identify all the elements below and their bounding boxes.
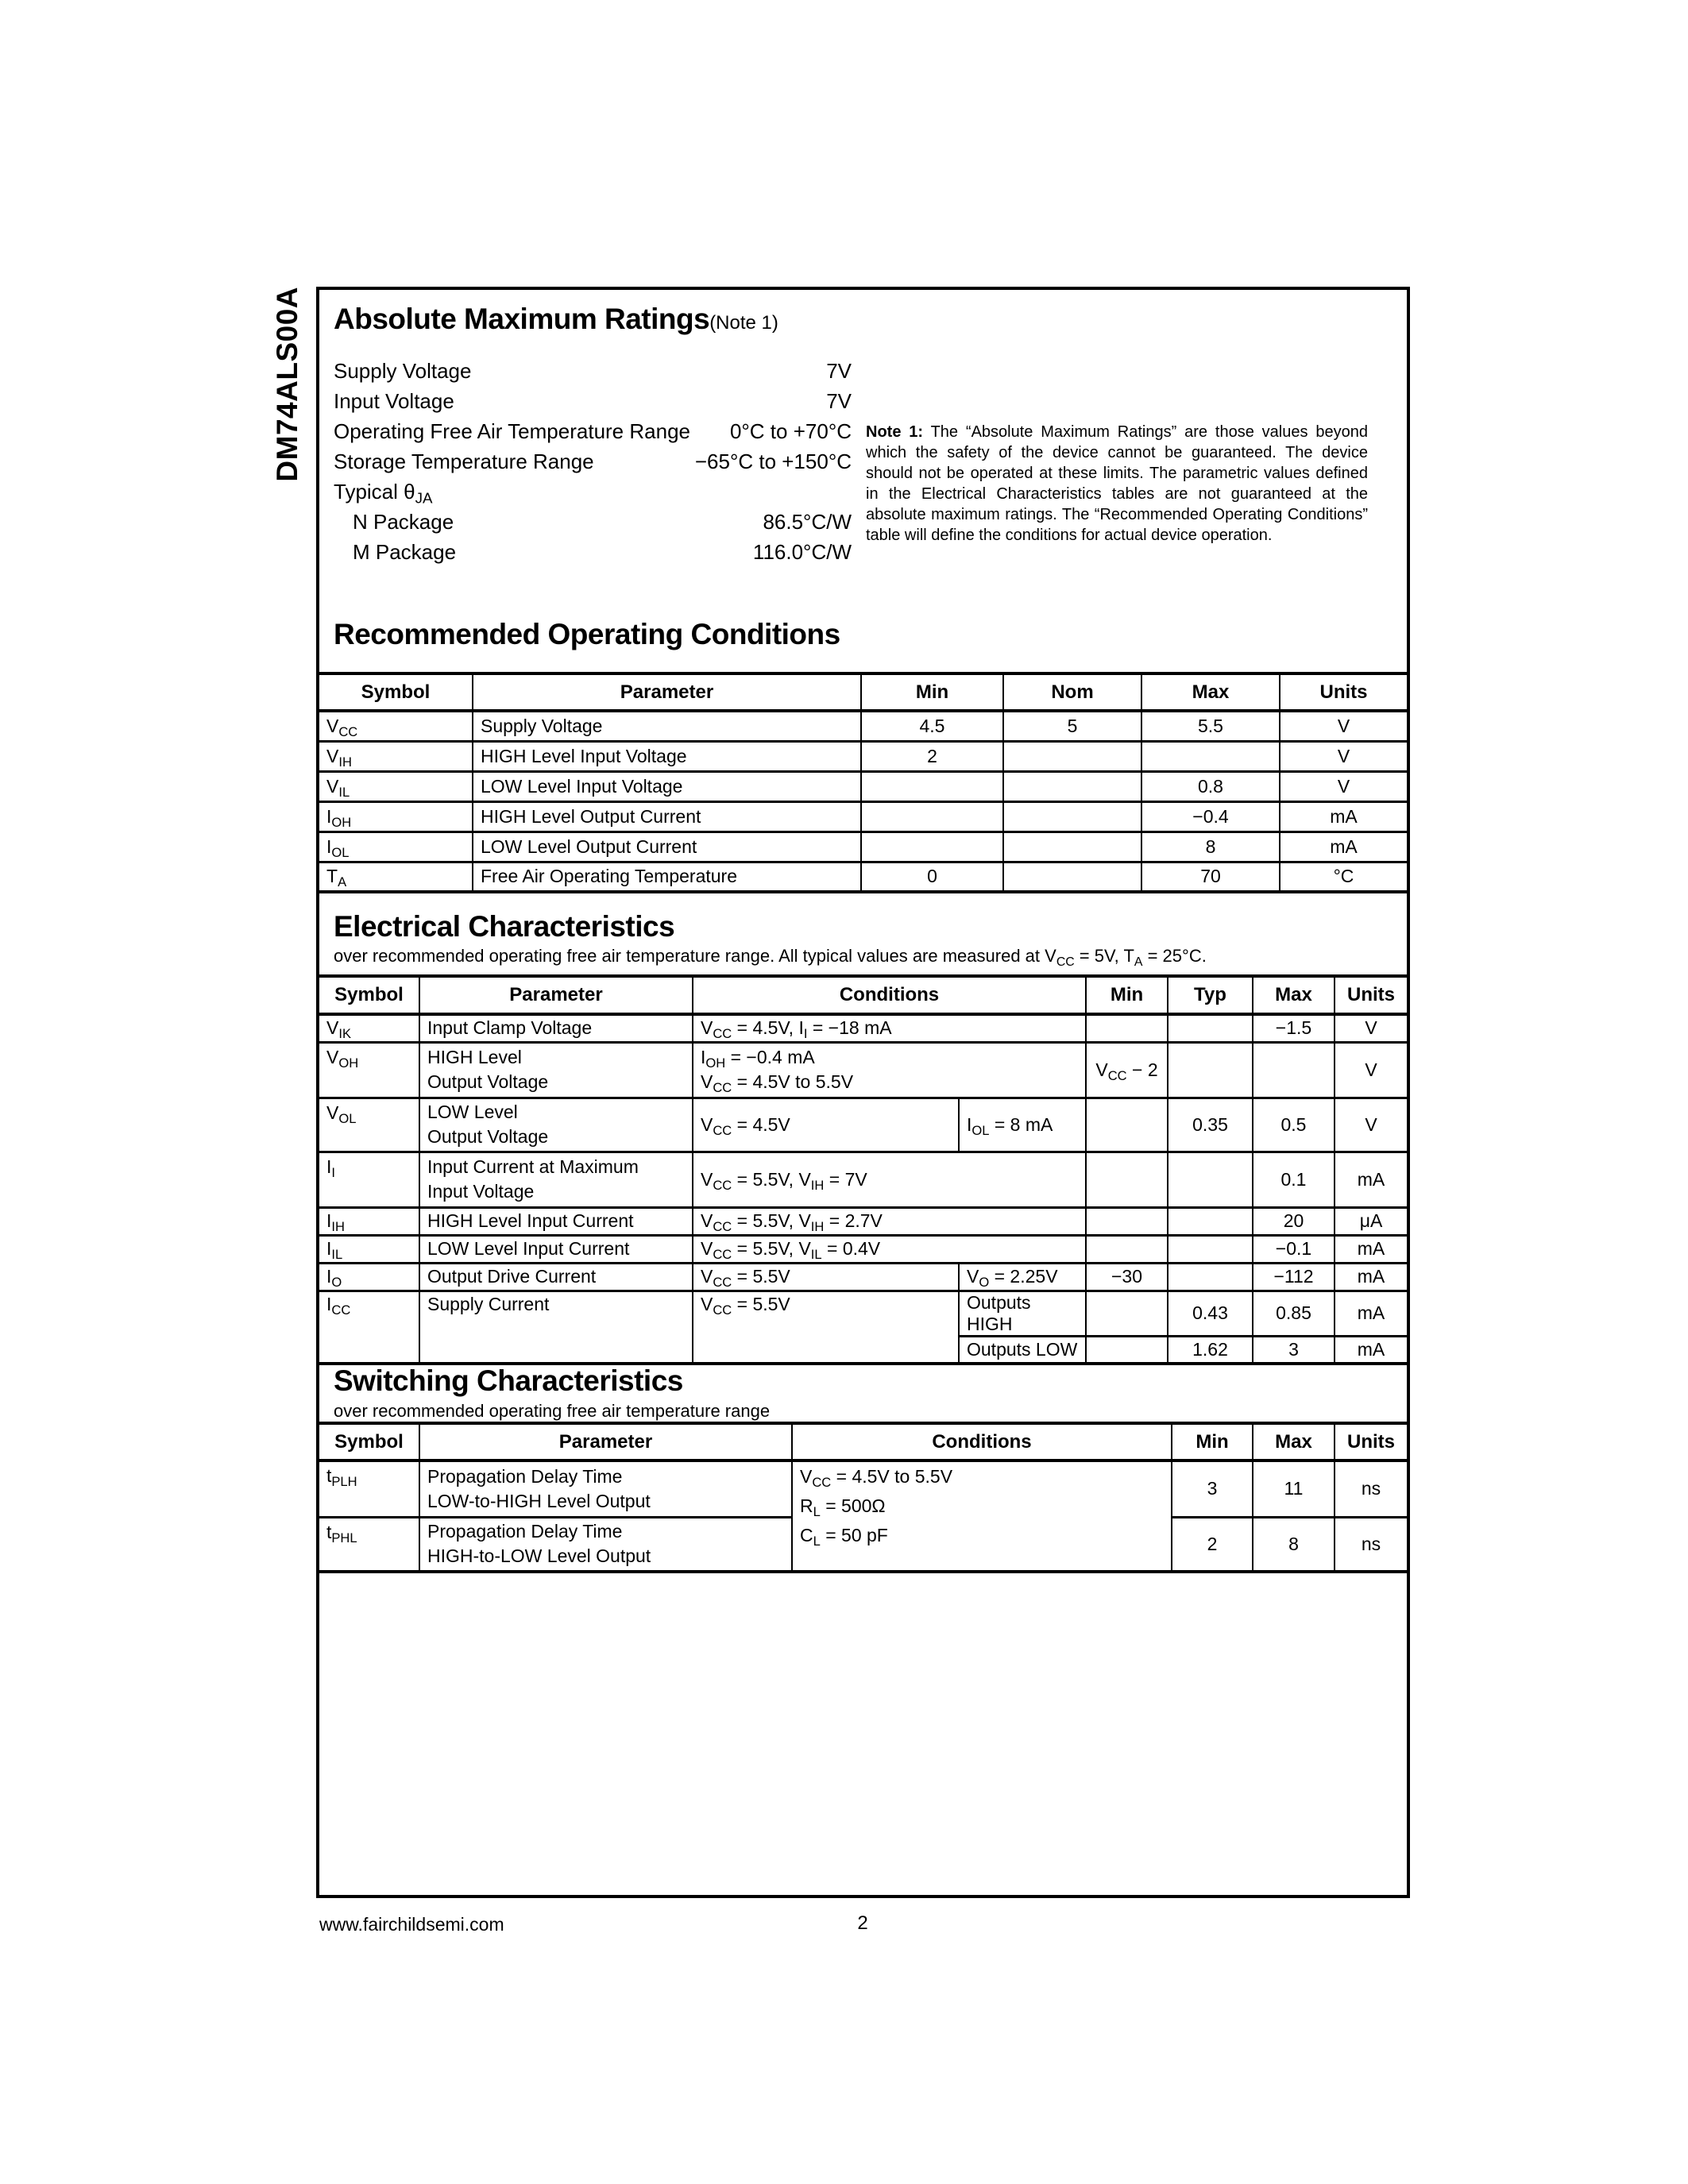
parameter-line: Output Voltage	[427, 1126, 549, 1147]
cell-parameter: Output Drive Current	[419, 1263, 693, 1291]
rating-label: Storage Temperature Range	[334, 449, 594, 473]
condition-line: $V_{CC} = 4.5V$ to 5.5V	[701, 1071, 854, 1095]
electrical-characteristics-table	[319, 974, 1407, 1365]
sw-subtitle: over recommended operating free air temperature range	[334, 1401, 771, 1421]
rating-value: −65°C to +150°C	[694, 449, 852, 473]
cell-symbol: $I_{OH}$	[319, 801, 473, 832]
cell-parameter: Supply Voltage	[473, 711, 861, 741]
cell-min	[1086, 1235, 1168, 1263]
col-header-units: Units	[1335, 976, 1407, 1014]
cell-max: 11	[1253, 1461, 1335, 1517]
col-header-parameter: Parameter	[419, 976, 693, 1014]
cell-symbol: $I_{IL}$	[319, 1235, 419, 1263]
cell-units: V	[1335, 1042, 1407, 1098]
cell-parameter: LOW Level Input Voltage	[473, 771, 861, 801]
cell-parameter: LOW Level Input Current	[419, 1235, 693, 1263]
cell-nom	[1003, 862, 1141, 892]
table-row	[319, 801, 1407, 832]
cell-conditions-sub: Outputs LOW	[959, 1336, 1086, 1364]
rating-value: 7V	[826, 388, 852, 413]
cell-max: 5.5	[1141, 711, 1280, 741]
cell-symbol: $t_{PLH}$	[319, 1461, 419, 1517]
col-header-parameter: Parameter	[473, 673, 861, 711]
cell-symbol: $I_{OL}$	[319, 832, 473, 862]
table-row	[319, 1014, 1407, 1042]
condition-line: $C_L = 50$ pF	[800, 1525, 888, 1549]
cell-parameter	[419, 1152, 693, 1207]
cell-nom	[1003, 832, 1141, 862]
list-item	[334, 356, 852, 386]
col-header-symbol: Symbol	[319, 673, 473, 711]
cell-typ: 0.43	[1168, 1291, 1253, 1336]
condition-line: $V_{CC} = 4.5V$ to 5.5V	[800, 1466, 953, 1490]
cell-units: mA	[1335, 1336, 1407, 1364]
cell-symbol: $V_{IK}$	[319, 1014, 419, 1042]
cell-units: V	[1335, 1098, 1407, 1152]
col-header-max: Max	[1141, 673, 1280, 711]
note-1-label: Note 1:	[866, 423, 924, 441]
cell-units: mA	[1280, 801, 1407, 832]
cell-min	[1086, 1014, 1168, 1042]
parameter-line: LOW-to-HIGH Level Output	[427, 1490, 651, 1511]
list-item	[334, 477, 852, 507]
cell-conditions	[792, 1461, 1172, 1572]
cell-conditions: $V_{CC} = 5.5V$, $V_{IH} = 2.7V$	[693, 1207, 1086, 1235]
table-row	[319, 1207, 1407, 1235]
cell-min: 2	[861, 741, 1003, 771]
cell-parameter	[419, 1461, 792, 1517]
cell-symbol: $V_{OL}$	[319, 1098, 419, 1152]
cell-max: 0.8	[1141, 771, 1280, 801]
page-number: 2	[857, 1912, 868, 1934]
cell-conditions: $V_{CC} = 5.5V$, $V_{IL} = 0.4V$	[693, 1235, 1086, 1263]
cell-max: 3	[1253, 1336, 1335, 1364]
cell-units: ns	[1335, 1517, 1407, 1572]
col-header-min: Min	[861, 673, 1003, 711]
cell-units: mA	[1335, 1263, 1407, 1291]
abs-max-title-text: Absolute Maximum Ratings	[334, 303, 710, 335]
roc-title: Recommended Operating Conditions	[334, 618, 840, 650]
cell-symbol: $I_O$	[319, 1263, 419, 1291]
cell-symbol: $I_{IH}$	[319, 1207, 419, 1235]
cell-typ: 1.62	[1168, 1336, 1253, 1364]
cell-nom	[1003, 801, 1141, 832]
col-header-max: Max	[1253, 1423, 1335, 1461]
table-row	[319, 771, 1407, 801]
cell-symbol: $V_{OH}$	[319, 1042, 419, 1098]
cell-min	[1086, 1291, 1168, 1336]
table-row	[319, 832, 1407, 862]
cell-symbol: $T_A$	[319, 862, 473, 892]
cell-parameter	[419, 1517, 792, 1572]
list-item	[334, 446, 852, 477]
cell-units: mA	[1335, 1235, 1407, 1263]
table-row	[319, 1152, 1407, 1207]
content-frame	[316, 287, 1410, 1898]
cell-max: 0.5	[1253, 1098, 1335, 1152]
cell-min	[1086, 1207, 1168, 1235]
cell-symbol: $t_{PHL}$	[319, 1517, 419, 1572]
cell-max: −1.5	[1253, 1014, 1335, 1042]
col-header-typ: Typ	[1168, 976, 1253, 1014]
list-item	[334, 507, 852, 537]
cell-min: 2	[1172, 1517, 1253, 1572]
cell-nom	[1003, 771, 1141, 801]
cell-min	[861, 801, 1003, 832]
recommended-operating-conditions-table	[319, 672, 1407, 893]
cell-symbol: $V_{IH}$	[319, 741, 473, 771]
cell-min	[1086, 1152, 1168, 1207]
cell-conditions: $V_{CC} = 5.5V$	[693, 1263, 959, 1291]
cell-symbol: $I_I$	[319, 1152, 419, 1207]
cell-symbol: $V_{IL}$	[319, 771, 473, 801]
col-header-units: Units	[1280, 673, 1407, 711]
rating-label: Input Voltage	[334, 388, 454, 413]
cell-min: −30	[1086, 1263, 1168, 1291]
cell-max: 20	[1253, 1207, 1335, 1235]
cell-max: 8	[1253, 1517, 1335, 1572]
cell-parameter	[419, 1042, 693, 1098]
note-1-text: The “Absolute Maximum Ratings” are those values beyond which the safety of the device cannot be guaranteed. The device should not be operated at these limits. The parametric values defined in the Electrical Characteristics tables are not guaranteed at the absolute maximum ratings. The “Recommended Operating Conditions” table will define the conditions for actual device operation.	[866, 423, 1368, 544]
cell-max: 70	[1141, 862, 1280, 892]
col-header-units: Units	[1335, 1423, 1407, 1461]
cell-symbol: $V_{CC}$	[319, 711, 473, 741]
cell-typ	[1168, 1152, 1253, 1207]
cell-max	[1253, 1042, 1335, 1098]
cell-typ	[1168, 1235, 1253, 1263]
cell-max: −0.4	[1141, 801, 1280, 832]
col-header-parameter: Parameter	[419, 1423, 792, 1461]
col-header-symbol: Symbol	[319, 976, 419, 1014]
cell-conditions: $V_{CC} = 5.5V$	[693, 1291, 959, 1364]
sw-title: Switching Characteristics	[334, 1364, 683, 1397]
note-1	[866, 422, 1368, 546]
table-row	[319, 862, 1407, 892]
rating-label: Operating Free Air Temperature Range	[334, 419, 690, 443]
list-item	[334, 537, 852, 567]
abs-max-title-note: (Note 1)	[709, 312, 778, 334]
table-row	[319, 1291, 1407, 1336]
cell-conditions-sub: Outputs HIGH	[959, 1291, 1086, 1336]
cell-symbol: $I_{CC}$	[319, 1291, 419, 1364]
parameter-line: Output Voltage	[427, 1071, 549, 1092]
cell-units: μA	[1335, 1207, 1407, 1235]
cell-typ	[1168, 1207, 1253, 1235]
table-row	[319, 711, 1407, 741]
table-row	[319, 1098, 1407, 1152]
table-row	[319, 1461, 1407, 1517]
rating-value: 116.0°C/W	[752, 539, 852, 564]
cell-min	[861, 832, 1003, 862]
cell-units: V	[1280, 741, 1407, 771]
cell-max: −112	[1253, 1263, 1335, 1291]
cell-parameter: HIGH Level Output Current	[473, 801, 861, 832]
rating-value: 0°C to +70°C	[729, 419, 852, 443]
abs-max-title	[334, 303, 778, 336]
part-number-vertical: DM74ALS00A	[271, 287, 303, 482]
col-header-symbol: Symbol	[319, 1423, 419, 1461]
cell-units: ns	[1335, 1461, 1407, 1517]
rating-label: Typical $\theta_{JA}$	[334, 479, 433, 507]
cell-nom	[1003, 741, 1141, 771]
switching-characteristics-table	[319, 1422, 1407, 1573]
cell-parameter: Free Air Operating Temperature	[473, 862, 861, 892]
cell-max	[1141, 741, 1280, 771]
list-item	[334, 416, 852, 446]
list-item	[334, 386, 852, 416]
rating-value: 7V	[826, 358, 852, 383]
condition-line: $I_{OH} = -0.4$ mA	[701, 1047, 815, 1071]
cell-parameter: HIGH Level Input Current	[419, 1207, 693, 1235]
table-row	[319, 1235, 1407, 1263]
cell-parameter: HIGH Level Input Voltage	[473, 741, 861, 771]
footer-website: www.fairchildsemi.com	[319, 1914, 504, 1935]
cell-max: −0.1	[1253, 1235, 1335, 1263]
cell-typ	[1168, 1014, 1253, 1042]
rating-label: M Package	[353, 539, 457, 564]
cell-min	[1086, 1098, 1168, 1152]
parameter-line: HIGH-to-LOW Level Output	[427, 1545, 651, 1567]
cell-units: mA	[1335, 1291, 1407, 1336]
ec-subtitle: over recommended operating free air temperature range. All typical values are measured at $V_{CC} = 5V$, $T_A = 25^\circ C$.	[334, 946, 1207, 969]
rating-label: N Package	[353, 509, 454, 534]
cell-units: V	[1280, 771, 1407, 801]
cell-parameter: LOW Level Output Current	[473, 832, 861, 862]
cell-parameter: Input Clamp Voltage	[419, 1014, 693, 1042]
cell-min	[1086, 1336, 1168, 1364]
cell-parameter: Supply Current	[419, 1291, 693, 1364]
parameter-line: Propagation Delay Time	[427, 1521, 623, 1542]
cell-conditions	[693, 1042, 1086, 1098]
cell-parameter	[419, 1098, 693, 1152]
table-row	[319, 741, 1407, 771]
parameter-line: Input Current at Maximum	[427, 1156, 639, 1177]
cell-units: mA	[1335, 1152, 1407, 1207]
cell-units: mA	[1280, 832, 1407, 862]
parameter-line: Input Voltage	[427, 1181, 535, 1202]
cell-typ	[1168, 1263, 1253, 1291]
cell-units: °C	[1280, 862, 1407, 892]
cell-max: 8	[1141, 832, 1280, 862]
cell-units: V	[1280, 711, 1407, 741]
cell-conditions: $V_{CC} = 4.5V$, $I_I = -18$ mA	[693, 1014, 1086, 1042]
col-header-max: Max	[1253, 976, 1335, 1014]
parameter-line: Propagation Delay Time	[427, 1465, 623, 1487]
cell-max: 0.1	[1253, 1152, 1335, 1207]
cell-typ	[1168, 1042, 1253, 1098]
cell-conditions: $V_{CC} = 5.5V$, $V_{IH} = 7V$	[693, 1152, 1086, 1207]
cell-units: V	[1335, 1014, 1407, 1042]
col-header-min: Min	[1086, 976, 1168, 1014]
cell-min: $V_{CC} - 2$	[1086, 1042, 1168, 1098]
parameter-line: HIGH Level	[427, 1047, 522, 1067]
cell-conditions-sub: $I_{OL} = 8$ mA	[959, 1098, 1086, 1152]
cell-conditions-sub: $V_O = 2.25V$	[959, 1263, 1086, 1291]
col-header-conditions: Conditions	[693, 976, 1086, 1014]
col-header-nom: Nom	[1003, 673, 1141, 711]
cell-min: 0	[861, 862, 1003, 892]
table-header-row	[319, 976, 1407, 1014]
table-row	[319, 1042, 1407, 1098]
table-header-row	[319, 673, 1407, 711]
col-header-conditions: Conditions	[792, 1423, 1172, 1461]
cell-min: 3	[1172, 1461, 1253, 1517]
parameter-line: LOW Level	[427, 1102, 518, 1122]
rating-label: Supply Voltage	[334, 358, 472, 383]
table-header-row	[319, 1423, 1407, 1461]
abs-max-list	[334, 356, 852, 567]
rating-value: 86.5°C/W	[763, 509, 852, 534]
ec-title: Electrical Characteristics	[334, 910, 675, 943]
table-row	[319, 1263, 1407, 1291]
condition-line: $R_L = 500\Omega$	[800, 1495, 886, 1519]
cell-max: 0.85	[1253, 1291, 1335, 1336]
cell-min	[861, 771, 1003, 801]
col-header-min: Min	[1172, 1423, 1253, 1461]
cell-conditions: $V_{CC} = 4.5V$	[693, 1098, 959, 1152]
cell-min: 4.5	[861, 711, 1003, 741]
cell-nom: 5	[1003, 711, 1141, 741]
cell-typ: 0.35	[1168, 1098, 1253, 1152]
